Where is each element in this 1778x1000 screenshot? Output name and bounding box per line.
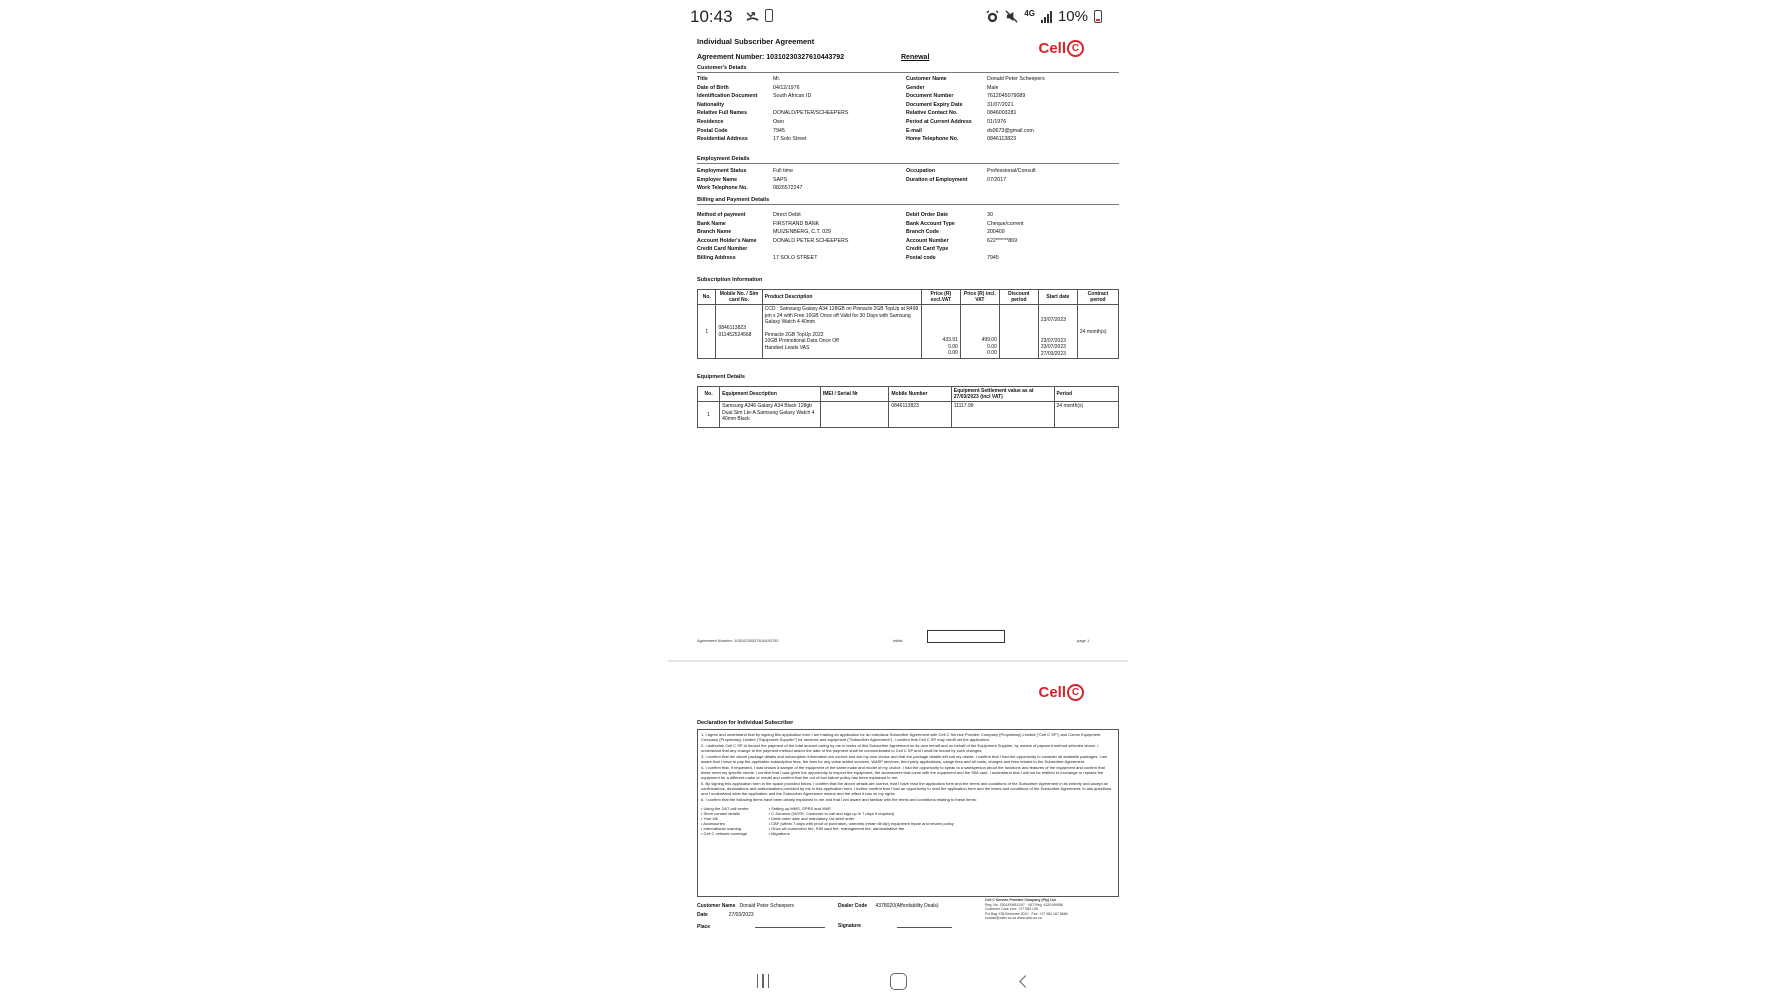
field-label: Relative Contact No. bbox=[906, 110, 958, 117]
bullets-left: • Using the 24/7 call centre • Store contact details • Your bill • Accessories • International roaming • Cell C network coverage bbox=[701, 806, 749, 836]
document-page-2[interactable] bbox=[682, 672, 1114, 930]
field-label: Period at Current Address bbox=[906, 119, 972, 125]
footer-page-number: page 1 bbox=[1077, 638, 1090, 643]
initial-box bbox=[927, 630, 1005, 643]
field-value: FIRSTRAND BANK bbox=[773, 220, 820, 227]
section-billing-details: Billing and Payment Details bbox=[697, 197, 770, 203]
field-label: Home Telephone No. bbox=[906, 136, 959, 143]
footer-agreement-number: Agreement Number: 10310230327610443792 bbox=[697, 638, 779, 643]
signal-icon bbox=[1041, 10, 1052, 23]
field-label: Debit Order Date bbox=[906, 212, 949, 218]
field-label: Account Number bbox=[906, 237, 949, 244]
equipment-table bbox=[697, 386, 1119, 428]
field-value: Male bbox=[987, 84, 999, 91]
cell-c-logo: Cell C bbox=[1038, 40, 1084, 57]
mute-icon bbox=[1005, 10, 1018, 23]
field-label: Postal code bbox=[906, 255, 936, 261]
field-value: Professional/Consult bbox=[987, 168, 1036, 174]
field-label: Branch Name bbox=[697, 229, 732, 236]
field-value: 7612045079089 bbox=[987, 93, 1026, 100]
agreement-type: Renewal bbox=[901, 54, 930, 61]
missed-call-icon bbox=[746, 9, 759, 22]
battery-percent: 10% bbox=[1057, 8, 1088, 25]
field-label: Employer Name bbox=[697, 176, 738, 183]
page-separator bbox=[668, 660, 1128, 662]
field-label: Method of payment bbox=[697, 212, 746, 218]
field-label: Account Holder's Name bbox=[697, 237, 757, 244]
field-label: Occupation bbox=[906, 168, 936, 174]
field-value: Mr. bbox=[773, 76, 781, 82]
field-label: Credit Card Number bbox=[697, 246, 748, 253]
alarm-icon bbox=[986, 10, 999, 23]
field-value: Full time bbox=[773, 168, 794, 174]
field-value: 17 SOLO STREET bbox=[773, 255, 818, 261]
field-value: 7945 bbox=[773, 127, 785, 134]
battery-icon bbox=[1094, 10, 1102, 23]
section-subscription-info: Subscription Information bbox=[697, 277, 763, 283]
field-value: South African ID bbox=[773, 93, 812, 100]
subscription-header-row: No. Mobile No. / Sim card No. Product Description Price (R) excl.VAT Price (R) incl. VAT Discount period Start date Contract period bbox=[698, 290, 1119, 305]
field-value: 01/1976 bbox=[987, 119, 1007, 125]
home-button[interactable] bbox=[878, 966, 918, 996]
status-bar bbox=[668, 0, 1128, 34]
field-label: Employment Status bbox=[697, 168, 747, 174]
network-type: 4G bbox=[1024, 9, 1035, 18]
field-value: 0846113823 bbox=[987, 136, 1017, 143]
field-label: Title bbox=[697, 76, 708, 82]
field-value: MUIZENBERG, C.T. 029 bbox=[773, 229, 831, 236]
status-time: 10:43 bbox=[690, 7, 733, 26]
field-label: Customer Name bbox=[906, 76, 947, 82]
field-label: Postal Code bbox=[697, 127, 728, 134]
field-value: 31/07/2021 bbox=[987, 101, 1014, 108]
dealer-code: 4378020(Affordability Deals) bbox=[875, 903, 939, 909]
field-value: Direct Debit bbox=[773, 212, 801, 218]
notification-battery-icon bbox=[765, 9, 773, 22]
declaration-text: 1. I agree and understand that by signing this application form I am making an application for an Individual Subscriber Agreement with Cell C Service Provider Company (Proprietary) Limited ("Cell C SP") and Comm Equipment Company (Proprietary) Limited ("Equipment Supplier") for services and equipment ("Subscriber Agreement"). I confirm that Cell C SP may credit vet the application. 2. I authorise Cell C SP to deduct the payment of the total amount owing by me in terms of this Subscriber Agreement on its own behalf and on behalf of the Equipment Supplier, by means of payment method selected above. I understand that any change to the payment method and/or the date of the payment shall be communicated to Cell C SP and I shall be bound by such changes. 3. I confirm that the above package details and subscription information are correct and are my own choice and that the package details will suit my needs. I confirm that I had the opportunity to consider all available packages. I am aware that I have to pay the applicable subscription fees, the fees for any value added services, WASP services, third party applications, usage fees and all costs, charges and fees related to the Subscriber Agreement. 4. I confirm that, if requested, I was shown a sample of the equipment of the same make and model of my choice. I had the opportunity to speak to a salesperson about the functions and features of the equipment and confirm that these meet my specific needs. I confirm that I was given the opportunity to inspect the equipment, the accessories that come with the equipment and the SIM card. I understand that I will not be entitled to exchange or replace the equipment for a different make or model and confirm that the out of box failure policy has been explained to me. 5. By signing this application form in the space provided below, I confirm that the above details are correct, that I have read the application form and the terms and conditions of the Subscriber Agreement in its entirety and accept all confirmations, declarations and authorisations provided by me in this application form. I further confirm that I had an opportunity to read the application form and the terms and conditions of the Subscriber Agreement, to ask questions and I understand what the application and the Subscriber Agreement means and the effect it has on my rights. 6. I confirm that the following items have been clearly explained to me and that I am aware and familiar with the terms and conditions relating to these items: • Using the 24/7 call centre • Store contact details • Your bill • Accessories • International roaming • Cell C network coverage • Setting up MMS, GPRS and WAP • C-Surance (NOTE: Customer to call and sign up in 7 days if required) • Debit order date and mandatory 1st debit order • CBF (within 7 days with proof of purchase), warranty (retain till slip) equipment repair and returns policy • Once-off connection fee, SIM card fee, management fee, administrative fee • Migrations bbox=[697, 729, 1119, 897]
field-label: Document Expiry Date bbox=[906, 101, 963, 108]
dealer-block: Dealer Code 4378020(Affordability Deals) Signature bbox=[838, 903, 939, 929]
recent-apps-button[interactable] bbox=[743, 966, 783, 996]
field-label: Credit Card Type bbox=[906, 246, 949, 253]
field-label: Bank Account Type bbox=[906, 220, 955, 227]
section-employment-details: Employment Details bbox=[697, 156, 750, 162]
field-label: Branch Code bbox=[906, 229, 939, 236]
field-label: Work Telephone No. bbox=[697, 185, 748, 192]
document-title: Individual Subscriber Agreement bbox=[697, 37, 815, 46]
field-label: Date of Birth bbox=[697, 84, 729, 91]
navigation-bar bbox=[668, 962, 1128, 1000]
field-label: Relative Full Names bbox=[697, 110, 748, 117]
company-details: Cell C Service Provider Company (Pty) Ltd Reg. No. 2001/009811/07 · VAT Reg. 4320199986 Customer Care Line: +27 084 135 Pvt Bag X36 Benmore 2010 · Fax: +27 084 167 8666 contact@cellc.co.za www.cellc.co.za bbox=[985, 898, 1068, 920]
field-value: ds0673@gmail.com bbox=[987, 127, 1034, 134]
declaration-title: Declaration for Individual Subscriber bbox=[697, 720, 794, 726]
equipment-row: 1 Samsung A346 Galaxy A34 Black 128gb Dual Sim Lte-A Samsung Galaxy Watch 4 40mm Black 0846113823 11117.99 24 month(s) bbox=[698, 402, 1119, 428]
section-customer-details: Customer's Details bbox=[697, 65, 747, 71]
field-value: 0826572247 bbox=[773, 185, 803, 192]
field-label: Nationality bbox=[697, 101, 725, 108]
footer-initial-label: Initial bbox=[893, 638, 903, 643]
customer-name: Donald Peter Scheepers bbox=[739, 903, 795, 909]
field-value: 04/12/1976 bbox=[773, 84, 800, 91]
field-label: Bank Name bbox=[697, 220, 726, 227]
back-button[interactable] bbox=[1003, 966, 1043, 996]
subscription-table bbox=[697, 289, 1119, 359]
back-icon bbox=[1019, 975, 1032, 988]
field-value: 622******869 bbox=[987, 237, 1018, 244]
agreement-number: Agreement Number: 10310230327610443792 bbox=[697, 54, 845, 61]
field-value: 0846003281 bbox=[987, 110, 1017, 117]
phone-screen bbox=[668, 0, 1128, 1000]
subscription-row: 1 0846113823 011452524568 CCD : Samsung Galaxy A34 128GB on Pinnacle 2GB TopUp at R499 pm x 24 with Free 10GB Once off Valid for 30 Days with Samsung Galaxy Watch 4 40mm Pinnacle 2GB TopUp 2022 10GB Promotional Data Once Off Handset Leads VAS 433.91 0.00 0.00 499.00 0.00 0.00 23/07/2023 23/07/2023 23/07/2023 27/03/2023 24 month(s) bbox=[698, 305, 1119, 359]
field-label: Document Number bbox=[906, 93, 954, 100]
section-equipment-details: Equipment Details bbox=[697, 374, 745, 380]
field-value: 30 bbox=[987, 212, 993, 218]
field-value: DONALD/PETER/SCHEEPERS bbox=[773, 110, 849, 117]
signature-block: Customer Name Donald Peter Scheepers Date 27/03/2023 Place bbox=[697, 903, 795, 930]
field-label: Gender bbox=[906, 84, 925, 91]
field-label: Identification Document bbox=[697, 93, 758, 100]
field-value: 200409 bbox=[987, 229, 1005, 236]
recent-apps-icon bbox=[757, 974, 770, 988]
field-label: Residential Address bbox=[697, 136, 748, 143]
field-label: Duration of Employment bbox=[906, 176, 968, 183]
field-value: Donald Peter Scheepers bbox=[987, 76, 1045, 82]
field-label: E-mail bbox=[906, 127, 922, 134]
field-value: 07/2017 bbox=[987, 176, 1007, 183]
field-value: Own bbox=[773, 119, 784, 125]
equipment-header-row: No. Equipment Description IMEI / Serial Nr Mobile Number Equipment Settlement value as at 27/03/2023 (incl VAT) Period bbox=[698, 387, 1119, 402]
document-page-1[interactable] bbox=[682, 34, 1114, 660]
field-value: DONALD PETER SCHEEPERS bbox=[773, 237, 849, 244]
field-label: Billing Address bbox=[697, 255, 736, 261]
field-value: Cheque/current bbox=[987, 220, 1024, 227]
home-icon bbox=[890, 973, 907, 990]
sign-date: 27/03/2023 bbox=[728, 912, 754, 918]
bullets-right: • Setting up MMS, GPRS and WAP • C-Surance (NOTE: Customer to call and sign up in 7 days if required) • Debit order date and mandatory 1st debit order • CBF (within 7 days with proof of purchase), warranty (retain till slip) equipment repair and returns policy • Once-off connection fee, SIM card fee, management fee, administrative fee • Migrations bbox=[768, 806, 954, 836]
cell-c-logo: Cell C bbox=[1038, 684, 1084, 701]
field-value: 7945 bbox=[987, 255, 999, 261]
field-value: 17 Solo Street bbox=[773, 136, 807, 143]
field-value: SAPS bbox=[773, 176, 788, 183]
field-label: Residence bbox=[697, 119, 724, 125]
